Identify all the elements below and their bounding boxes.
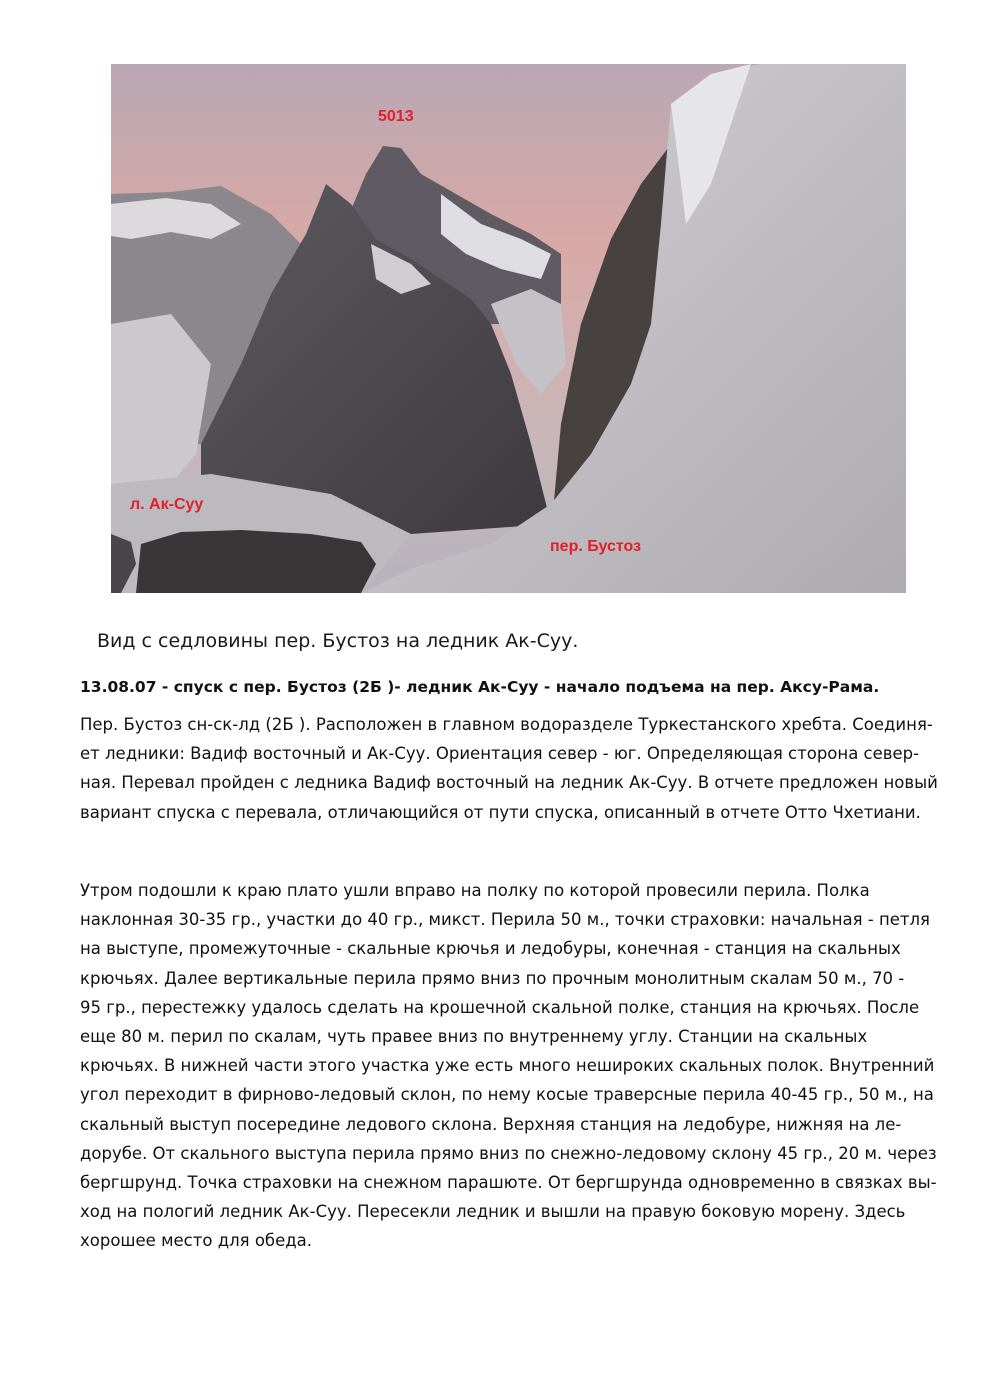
- text-line: вариант спуска с перевала, отличающийся от пути спуска, описанный в отчете Отто Чхетиани.: [80, 802, 921, 822]
- glacier-label: л. Ак-Суу: [130, 496, 204, 513]
- text-line: скальный выступ посередине ледового склона. Верхняя станция на ледобуре, нижняя на ле-: [80, 1114, 902, 1134]
- text-line: дорубе. От скального выступа перила прямо вниз по снежно-ледовому склону 45 гр., 20 м. через: [80, 1143, 937, 1163]
- text-line: ход на пологий ледник Ак-Суу. Пересекли ледник и вышли на правую боковую морену. Здесь: [80, 1202, 906, 1222]
- pass-label: пер. Бустоз: [550, 538, 642, 555]
- text-line: крючьях. Далее вертикальные перила прямо вниз по прочным монолитным скалам 50 м., 70 -: [80, 968, 905, 988]
- peak-label: 5013: [378, 108, 414, 125]
- mountain-photo: [111, 64, 906, 593]
- text-line: Пер. Бустоз сн-ск-лд (2Б ). Расположен в главном водоразделе Туркестанского хребта. Соединя-: [80, 715, 933, 734]
- text-line: угол переходит в фирново-ледовый склон, по нему косые траверсные перила 40-45 гр., 50 м., на: [80, 1085, 934, 1105]
- text-line: ная. Перевал пройден с ледника Вадиф восточный на ледник Ак-Суу. В отчете предложен новый: [80, 773, 938, 793]
- text-line: на выступе, промежуточные - скальные крючья и ледобуры, конечная - станция на скальных: [80, 939, 901, 959]
- section-heading: 13.08.07 - спуск с пер. Бустоз (2Б )- ледник Ак-Суу - начало подъема на пер. Аксу-Рама.: [80, 678, 880, 696]
- paragraph-pass-description: [80, 710, 938, 827]
- text-line: хорошее место для обеда.: [80, 1231, 313, 1251]
- text-line: бергшрунд. Точка страховки на снежном парашюте. От бергшрунда одновременно в связках вы-: [80, 1173, 937, 1193]
- paragraph-descent-description: [80, 876, 937, 1256]
- text-line: крючьях. В нижней части этого участка уже есть много неширoких скальных полок. Внутренний: [80, 1056, 935, 1076]
- text-line: 95 гр., перестежку удалось сделать на крошечной скальной полке, станция на крючьях. После: [80, 997, 920, 1017]
- mountain-photo-illustration: [111, 64, 906, 593]
- text-line: Утром подошли к краю плато ушли вправо на полку по которой провесили перила. Полка: [80, 881, 870, 900]
- text-line: еще 80 м. перил по скалам, чуть правее вниз по внутреннему углу. Станции на скальных: [80, 1027, 868, 1047]
- text-line: наклонная 30-35 гр., участки до 40 гр., микст. Перила 50 м., точки страховки: начальная - петля: [80, 910, 930, 930]
- text-line: ет ледники: Вадиф восточный и Ак-Суу. Ориентация север - юг. Определяющая сторона север-: [80, 744, 920, 764]
- photo-caption: Вид с седловины пер. Бустоз на ледник Ак-Суу.: [97, 630, 579, 652]
